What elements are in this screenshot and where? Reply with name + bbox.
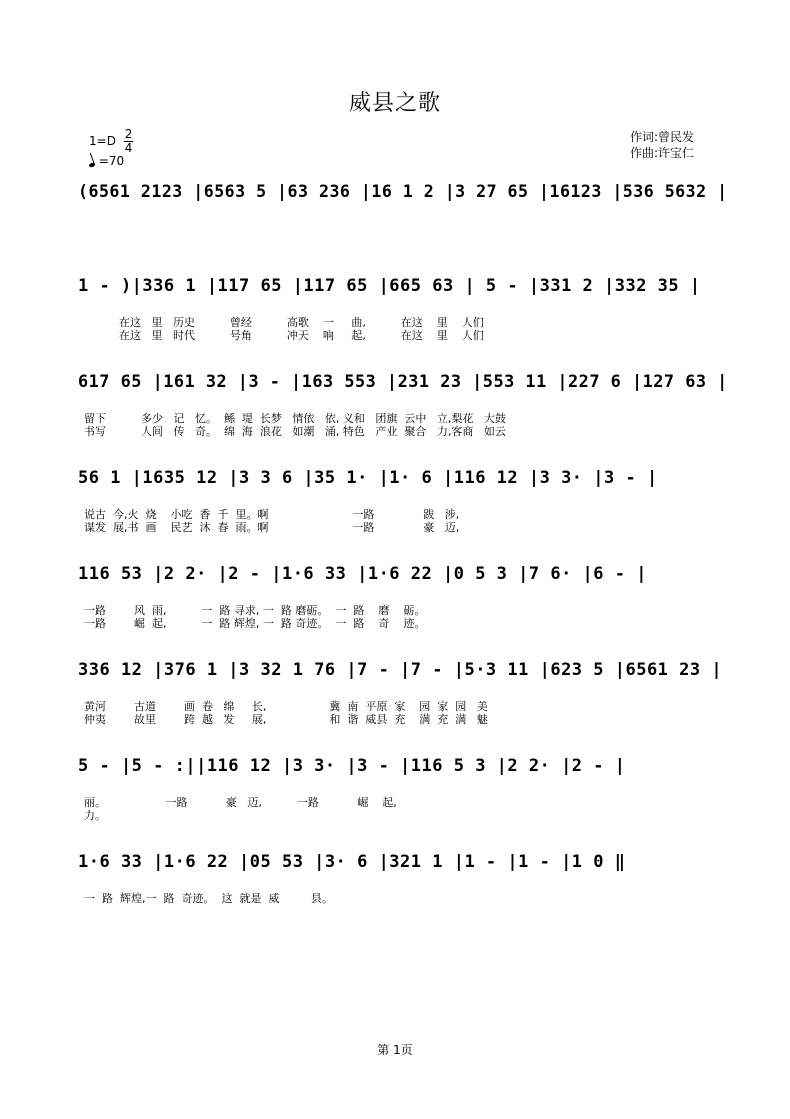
key-signature xyxy=(89,128,133,155)
score-row xyxy=(78,560,728,636)
score-row xyxy=(78,178,728,254)
page-footer: 第 1页 xyxy=(377,1043,413,1057)
score-row xyxy=(78,464,728,540)
score-row xyxy=(78,848,728,924)
notation-line: 1·6 33 |1·6 22 |05 53 |3· 6 |321 1 |1 - |1 - |1 0 ‖ xyxy=(78,852,626,872)
time-signature xyxy=(124,128,134,155)
tempo-value: =70 xyxy=(98,154,125,168)
composer: 作曲:许宝仁 xyxy=(630,146,695,160)
lyric-verse-2: 在这 里 时代 号角 冲天 响 起, 在这 里 人们 xyxy=(84,329,484,342)
score-row xyxy=(78,368,728,444)
quarter-note-icon xyxy=(88,162,95,168)
notation-line: 617 65 |161 32 |3 - |163 553 |231 23 |553 11 |227 6 |127 63 | xyxy=(78,372,728,392)
time-numerator: 2 xyxy=(124,127,133,141)
lyric-verse-1: 黄河 古道 画 卷 绵 长, 冀 南 平原 家 园 家 园 美 xyxy=(84,700,488,713)
notation-line: 116 53 |2 2· |2 - |1·6 33 |1·6 22 |0 5 3 |7 6· |6 - | xyxy=(78,564,647,584)
credits xyxy=(630,129,694,161)
score-row xyxy=(78,656,728,732)
notation-line: 336 12 |376 1 |3 32 1 76 |7 - |7 - |5·3 11 |623 5 |6561 23 | xyxy=(78,660,723,680)
song-title: 威县之歌 xyxy=(348,91,441,116)
score-row xyxy=(78,272,728,348)
lyricist: 作词:曾民发 xyxy=(630,130,695,144)
lyric-verse-1: 丽。 一路 豪 迈, 一路 崛 起, xyxy=(84,796,397,809)
notation-line: 1 - )|336 1 |117 65 |117 65 |665 63 | 5 - |331 2 |332 35 | xyxy=(78,276,701,296)
notation-line: 56 1 |1635 12 |3 3 6 |35 1· |1· 6 |116 12 |3 3· |3 - | xyxy=(78,468,658,488)
score-row xyxy=(78,752,728,828)
lyric-verse-2: 仲夷 故里 跨 越 发 展, 和 谐 威县 充 满 充 满 魅 xyxy=(84,713,488,726)
time-denominator: 4 xyxy=(124,141,133,155)
lyric-verse-2: 谋发 展,书 画 民艺 沐 春 雨。啊 一路 豪 迈, xyxy=(84,521,460,534)
lyric-verse-1: 一 路 辉煌,一 路 奇迹。 这 就是 威 县。 xyxy=(84,892,333,905)
lyric-verse-1: 留下 多少 记 忆。 鲧 堤 长梦 情依 依, 义和 团旗 云中 立,梨花 大鼓 xyxy=(84,412,506,425)
lyric-verse-1: 说古 今,火 烧 小吃 香 千 里。啊 一路 跋 涉, xyxy=(84,508,460,521)
lyric-verse-2: 一路 崛 起, 一 路 辉煌, 一 路 奇迹。 一 路 奇 迹。 xyxy=(84,617,426,630)
key-label: 1=D xyxy=(89,134,116,148)
lyric-verse-1: 在这 里 历史 曾经 高歌 一 曲, 在这 里 人们 xyxy=(84,316,484,329)
tempo-marking xyxy=(89,154,124,168)
notation-line: 5 - |5 - :||116 12 |3 3· |3 - |116 5 3 |2 2· |2 - | xyxy=(78,756,626,776)
lyric-verse-1: 一路 风 雨, 一 路 寻求, 一 路 磨砺。 一 路 磨 砺。 xyxy=(84,604,426,617)
lyric-verse-2: 书写 人间 传 奇。 绵 海 浪花 如潮 涌, 特色 产业 聚合 力,客商 如云 xyxy=(84,425,506,438)
lyric-verse-2: 力。 xyxy=(84,809,106,822)
notation-line: (6561 2123 |6563 5 |63 236 |16 1 2 |3 27 65 |16123 |536 5632 | xyxy=(78,182,728,202)
